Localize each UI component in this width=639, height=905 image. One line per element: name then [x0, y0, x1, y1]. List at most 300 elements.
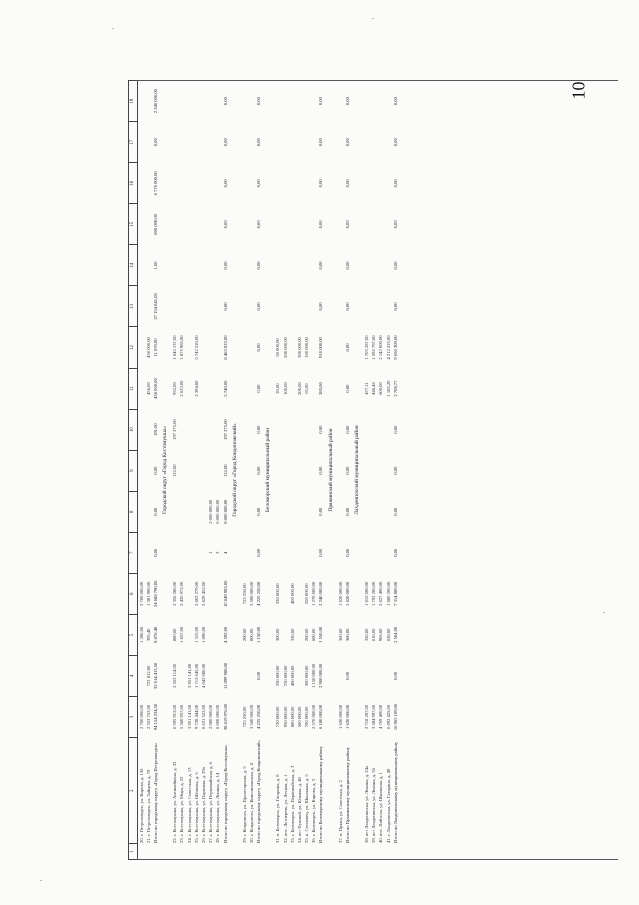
value-cell: [392, 844, 399, 860]
value-cell: [311, 245, 318, 286]
value-cell: 910 000,00: [318, 337, 324, 358]
value-cell: [208, 204, 215, 245]
column-header: 4: [129, 655, 138, 696]
value-cell: [371, 491, 378, 532]
value-cell: [378, 491, 385, 532]
value-cell: [282, 844, 289, 860]
value-cell: [215, 614, 222, 655]
value-cell: [179, 655, 186, 696]
value-cell: [241, 327, 248, 368]
value-cell: [282, 614, 289, 655]
object-name-cell: 34. пгт Пушной, ул. Южная, д. 40: [296, 777, 302, 843]
value-cell: [296, 532, 303, 573]
table-row: [186, 81, 193, 860]
value-cell: 350,00: [364, 628, 370, 642]
object-name-cell: Итого по Лахденпохскому муниципальному району: [392, 741, 398, 843]
value-cell: [241, 245, 248, 286]
value-cell: [145, 409, 152, 450]
value-cell: 6 092 425,00: [385, 704, 391, 729]
value-cell: [289, 409, 296, 450]
value-cell: [296, 844, 303, 860]
value-cell: 38 619 976,00: [222, 703, 228, 731]
value-cell: 932,00: [172, 382, 178, 395]
value-cell: 1 620 000,00: [344, 704, 350, 729]
value-cell: 197 275,00: [172, 419, 178, 440]
value-cell: 200,00: [241, 628, 247, 642]
value-cell: 0,00: [318, 466, 324, 475]
value-cell: [138, 655, 146, 696]
value-cell: 360,00: [344, 628, 350, 642]
value-cell: [215, 409, 222, 450]
value-cell: 2 000 000,00: [208, 704, 214, 729]
object-name-cell: 25. г. Костомукша, ул. Шёлкова, д. 5: [193, 772, 199, 843]
value-cell: 400 000,00: [289, 583, 295, 605]
value-cell: 2 623,00: [179, 380, 185, 397]
value-cell: 0,00: [344, 343, 350, 352]
value-cell: [241, 204, 248, 245]
value-cell: [282, 409, 289, 450]
value-cell: [363, 204, 370, 245]
value-cell: 0,00: [222, 302, 228, 311]
value-cell: [311, 532, 318, 573]
value-cell: [275, 491, 282, 532]
value-cell: 1 592 797,00: [371, 335, 377, 360]
value-cell: [145, 81, 152, 122]
value-cell: [385, 122, 392, 163]
value-cell: [241, 532, 248, 573]
value-cell: [193, 450, 200, 491]
value-cell: [282, 573, 289, 614]
value-cell: [378, 163, 385, 204]
value-cell: [186, 491, 193, 532]
value-cell: [172, 844, 179, 860]
value-cell: [200, 122, 207, 163]
scan-speck: [372, 18, 374, 19]
value-cell: [145, 491, 152, 532]
value-cell: [186, 409, 193, 450]
object-name-cell: 23. г. Костомукша, ул. Мира, д. 22: [179, 776, 185, 843]
value-cell: 2 700 000,00: [138, 704, 144, 729]
value-cell: 2 240 000,00: [153, 89, 159, 114]
value-cell: [145, 163, 152, 204]
value-cell: [275, 450, 282, 491]
value-cell: [296, 655, 303, 696]
value-cell: [241, 409, 248, 450]
value-cell: [371, 844, 378, 860]
value-cell: [318, 844, 325, 860]
value-cell: 2 356 280,00: [172, 581, 178, 606]
value-cell: [138, 844, 146, 860]
value-cell: 0,00: [153, 507, 159, 516]
value-cell: [215, 286, 222, 327]
value-cell: [248, 286, 255, 327]
value-cell: 9 728 444,00: [193, 704, 199, 729]
value-cell: [371, 204, 378, 245]
value-cell: [248, 655, 255, 696]
page-number: 10: [568, 81, 589, 100]
object-name-cell: 32. пос. Летнеречь, ул. Лесная, д. 1: [282, 774, 288, 843]
value-cell: [215, 844, 222, 860]
value-cell: 0,00: [392, 97, 398, 106]
value-cell: 6 180 000,00: [318, 704, 324, 729]
value-cell: 1 150 000,00: [311, 663, 317, 688]
column-header: 3: [129, 696, 138, 737]
value-cell: [385, 204, 392, 245]
value-cell: [208, 327, 215, 368]
value-cell: [303, 844, 310, 860]
value-cell: [145, 286, 152, 327]
object-name-cell: Итого по Беломорскому муниципальному району: [318, 746, 324, 843]
value-cell: 0,00: [392, 548, 398, 557]
value-cell: 0,00: [256, 138, 262, 147]
value-cell: 400 000,00: [289, 665, 295, 687]
value-cell: [289, 491, 296, 532]
value-cell: [215, 204, 222, 245]
value-cell: [289, 204, 296, 245]
value-cell: 2 435 972,00: [179, 581, 185, 606]
table-row: [208, 81, 215, 860]
value-cell: [296, 491, 303, 532]
value-cell: 1 875 985,00: [179, 335, 185, 360]
value-cell: [186, 81, 193, 122]
value-cell: 0,00: [392, 425, 398, 434]
value-cell: 1 150,00: [256, 626, 262, 643]
value-cell: [289, 122, 296, 163]
value-cell: 477,11: [364, 382, 370, 395]
value-cell: [138, 450, 146, 491]
value-cell: [248, 245, 255, 286]
value-cell: 950 000,00: [282, 706, 288, 728]
value-cell: [337, 122, 344, 163]
value-cell: [145, 450, 152, 491]
value-cell: 191,00: [153, 423, 159, 436]
value-cell: 0,00: [344, 138, 350, 147]
value-cell: [200, 286, 207, 327]
value-cell: 1 645 137,00: [172, 335, 178, 360]
value-cell: [311, 122, 318, 163]
value-cell: [385, 286, 392, 327]
value-cell: 0,00: [256, 261, 262, 270]
value-cell: 330,00: [289, 628, 295, 642]
value-cell: [378, 204, 385, 245]
value-cell: 880,00: [172, 628, 178, 642]
value-cell: 4: [222, 551, 228, 554]
table-right-border: [136, 80, 618, 81]
value-cell: 94 154 234,50: [153, 703, 159, 731]
value-cell: [363, 122, 370, 163]
value-cell: 250 000,00: [304, 583, 310, 605]
value-cell: 5 740,00: [222, 380, 228, 397]
value-cell: 3 951 141,00: [186, 704, 192, 729]
value-cell: [337, 204, 344, 245]
value-cell: [145, 844, 152, 860]
value-cell: [282, 163, 289, 204]
section-title: Городской округ «Город Кондопожский»: [231, 423, 238, 517]
value-cell: [296, 286, 303, 327]
value-cell: 1 200,00: [138, 626, 144, 643]
value-cell: [208, 368, 215, 409]
table-row: [241, 81, 248, 860]
value-cell: [179, 409, 186, 450]
value-cell: [200, 368, 207, 409]
value-cell: [138, 368, 146, 409]
value-cell: 0,00: [344, 97, 350, 106]
value-cell: [179, 245, 186, 286]
value-cell: [138, 532, 146, 573]
object-name-cell: 20. г. Петрозаводск, ул. Кирова, д. 13б: [138, 768, 144, 843]
value-cell: [215, 327, 222, 368]
value-cell: 0,00: [256, 343, 262, 352]
object-name-cell: 35. п. Сосновец, ул. Школьная, д. 5: [304, 774, 310, 843]
value-cell: [282, 122, 289, 163]
object-name-cell: 29. г. Кондопога, ул. Пролетарская, д. 5: [241, 766, 247, 843]
value-cell: 500 000,00: [296, 706, 302, 728]
section-heading-row: [263, 81, 275, 860]
value-cell: [275, 81, 282, 122]
object-name-cell: 33. г. Беломорск, ул. Первомайская, д. 3: [289, 765, 295, 843]
value-cell: 0,00: [392, 466, 398, 475]
value-cell: 1 090,00: [201, 626, 207, 643]
value-cell: 0,00: [256, 302, 262, 311]
value-cell: [275, 204, 282, 245]
value-cell: [311, 163, 318, 204]
value-cell: [172, 204, 179, 245]
value-cell: 1 620 000,00: [344, 581, 350, 606]
value-cell: 4 592,00: [222, 626, 228, 643]
section-title: Лахденпохский муниципальный район: [353, 425, 360, 515]
value-cell: [289, 844, 296, 860]
value-cell: [289, 245, 296, 286]
value-cell: 0,00: [344, 425, 350, 434]
value-cell: [193, 491, 200, 532]
value-cell: 8 463 822,00: [222, 335, 228, 360]
value-cell: [241, 81, 248, 122]
value-cell: 0,00: [392, 671, 398, 680]
column-header: 14: [129, 245, 138, 286]
value-cell: [208, 614, 215, 655]
value-cell: [371, 409, 378, 450]
value-cell: [186, 122, 193, 163]
value-cell: [311, 327, 318, 368]
value-cell: [186, 532, 193, 573]
value-cell: [289, 81, 296, 122]
value-cell: 0,00: [256, 507, 262, 516]
value-cell: 0,00: [392, 179, 398, 188]
value-cell: 0,00: [344, 261, 350, 270]
value-cell: [215, 368, 222, 409]
value-cell: [282, 81, 289, 122]
value-cell: 0,00: [318, 548, 324, 557]
value-cell: 2 718 287,00: [364, 704, 370, 729]
table-row: [200, 81, 207, 860]
value-cell: [179, 286, 186, 327]
value-cell: 2 240 000,00: [318, 581, 324, 606]
value-cell: [385, 655, 392, 696]
column-header: 12: [129, 327, 138, 368]
value-cell: [186, 245, 193, 286]
value-cell: [208, 450, 215, 491]
value-cell: [363, 450, 370, 491]
value-cell: [378, 81, 385, 122]
value-cell: [296, 450, 303, 491]
value-cell: 8 000 000,00: [222, 499, 228, 524]
value-cell: [138, 491, 146, 532]
value-cell: 3 500 000,00: [248, 581, 254, 606]
value-cell: [371, 655, 378, 696]
value-cell: 0,00: [392, 138, 398, 147]
value-cell: [303, 450, 310, 491]
value-cell: 0,00: [222, 220, 228, 229]
value-cell: 0,00: [318, 302, 324, 311]
value-cell: [296, 573, 303, 614]
value-cell: [145, 532, 152, 573]
value-cell: [186, 368, 193, 409]
value-cell: [215, 655, 222, 696]
value-cell: [215, 573, 222, 614]
value-cell: [371, 122, 378, 163]
value-cell: [289, 450, 296, 491]
value-cell: 600,00: [378, 382, 384, 395]
value-cell: [172, 245, 179, 286]
value-cell: [363, 844, 370, 860]
value-cell: 0,00: [222, 138, 228, 147]
table-row: [282, 81, 289, 860]
value-cell: [200, 245, 207, 286]
value-cell: [138, 81, 146, 122]
value-cell: 0,00: [318, 507, 324, 516]
value-cell: [208, 844, 215, 860]
value-cell: 610,00: [371, 628, 377, 642]
value-cell: [303, 122, 310, 163]
value-cell: [378, 409, 385, 450]
value-cell: 4 769 400,00: [378, 704, 384, 729]
value-cell: [371, 450, 378, 491]
value-cell: 4 042 080,00: [201, 663, 207, 688]
object-name-cell: 21. г. Петрозаводск, ул. Зайцева, д. 79: [145, 769, 151, 843]
value-cell: [241, 491, 248, 532]
value-cell: [303, 286, 310, 327]
table-row: [371, 81, 378, 860]
value-cell: [363, 532, 370, 573]
column-header: 9: [129, 450, 138, 491]
value-cell: 0,00: [392, 302, 398, 311]
table-row: [311, 81, 318, 860]
table-row: [172, 81, 179, 860]
value-cell: [193, 532, 200, 573]
value-cell: 11 070,00: [153, 338, 159, 357]
value-cell: 0,00: [222, 261, 228, 270]
value-cell: [138, 286, 146, 327]
value-cell: [215, 245, 222, 286]
value-cell: [215, 81, 222, 122]
value-cell: 0,00: [256, 425, 262, 434]
value-cell: [289, 532, 296, 573]
section-heading-row: [229, 81, 241, 860]
value-cell: 0,00: [344, 179, 350, 188]
value-cell: [138, 409, 146, 450]
table-row: [385, 81, 392, 860]
value-cell: [248, 450, 255, 491]
value-cell: [179, 491, 186, 532]
value-cell: [282, 491, 289, 532]
value-cell: [179, 163, 186, 204]
value-cell: [337, 245, 344, 286]
value-cell: [275, 532, 282, 573]
value-cell: [296, 245, 303, 286]
value-cell: [208, 655, 215, 696]
value-cell: [208, 286, 215, 327]
value-cell: [371, 163, 378, 204]
value-cell: [248, 204, 255, 245]
value-cell: [385, 81, 392, 122]
column-header: 5: [129, 614, 138, 655]
value-cell: 8 876,40: [153, 626, 159, 643]
value-cell: [311, 368, 318, 409]
value-cell: [337, 163, 344, 204]
value-cell: [289, 286, 296, 327]
value-cell: 0,00: [344, 302, 350, 311]
value-cell: [248, 491, 255, 532]
value-cell: [186, 204, 193, 245]
value-cell: [363, 81, 370, 122]
value-cell: [138, 204, 146, 245]
value-cell: 0,00: [344, 466, 350, 475]
value-cell: 5 742 520,00: [193, 335, 199, 360]
value-cell: [186, 163, 193, 204]
column-header: 8: [129, 491, 138, 532]
value-cell: [378, 655, 385, 696]
value-cell: [363, 655, 370, 696]
value-cell: [200, 532, 207, 573]
value-cell: [296, 614, 303, 655]
value-cell: [385, 409, 392, 450]
value-cell: 0,00: [256, 220, 262, 229]
value-cell: [311, 409, 318, 450]
value-cell: [179, 81, 186, 122]
value-cell: [378, 286, 385, 327]
value-cell: [296, 122, 303, 163]
value-cell: [193, 286, 200, 327]
value-cell: [145, 245, 152, 286]
value-cell: 300,00: [275, 628, 281, 642]
value-cell: [296, 163, 303, 204]
value-cell: 1 713 645,00: [193, 663, 199, 688]
value-cell: [337, 532, 344, 573]
scan-speck: [40, 880, 42, 881]
value-cell: [138, 163, 146, 204]
value-cell: 2 629 452,00: [201, 581, 207, 606]
value-cell: [172, 286, 179, 327]
value-cell: [363, 245, 370, 286]
value-cell: [371, 532, 378, 573]
value-cell: 2 900 000,00: [318, 663, 324, 688]
value-cell: [248, 81, 255, 122]
value-cell: 112,00: [172, 464, 178, 477]
value-cell: 1 880 200,00: [385, 581, 391, 606]
value-cell: 0,00: [256, 466, 262, 475]
value-cell: [371, 245, 378, 286]
value-cell: [145, 204, 152, 245]
value-cell: 2 602 279,00: [193, 581, 199, 606]
value-cell: 1: [208, 551, 214, 554]
table-row: [145, 81, 152, 860]
object-name-cell: Итого по городскому округу «Город Петрозаводск»: [153, 742, 159, 843]
value-cell: 0,00: [256, 179, 262, 188]
value-cell: 300 000,00: [304, 665, 310, 687]
value-cell: 1 620 000,00: [337, 704, 343, 729]
value-cell: [208, 245, 215, 286]
value-cell: [138, 327, 146, 368]
